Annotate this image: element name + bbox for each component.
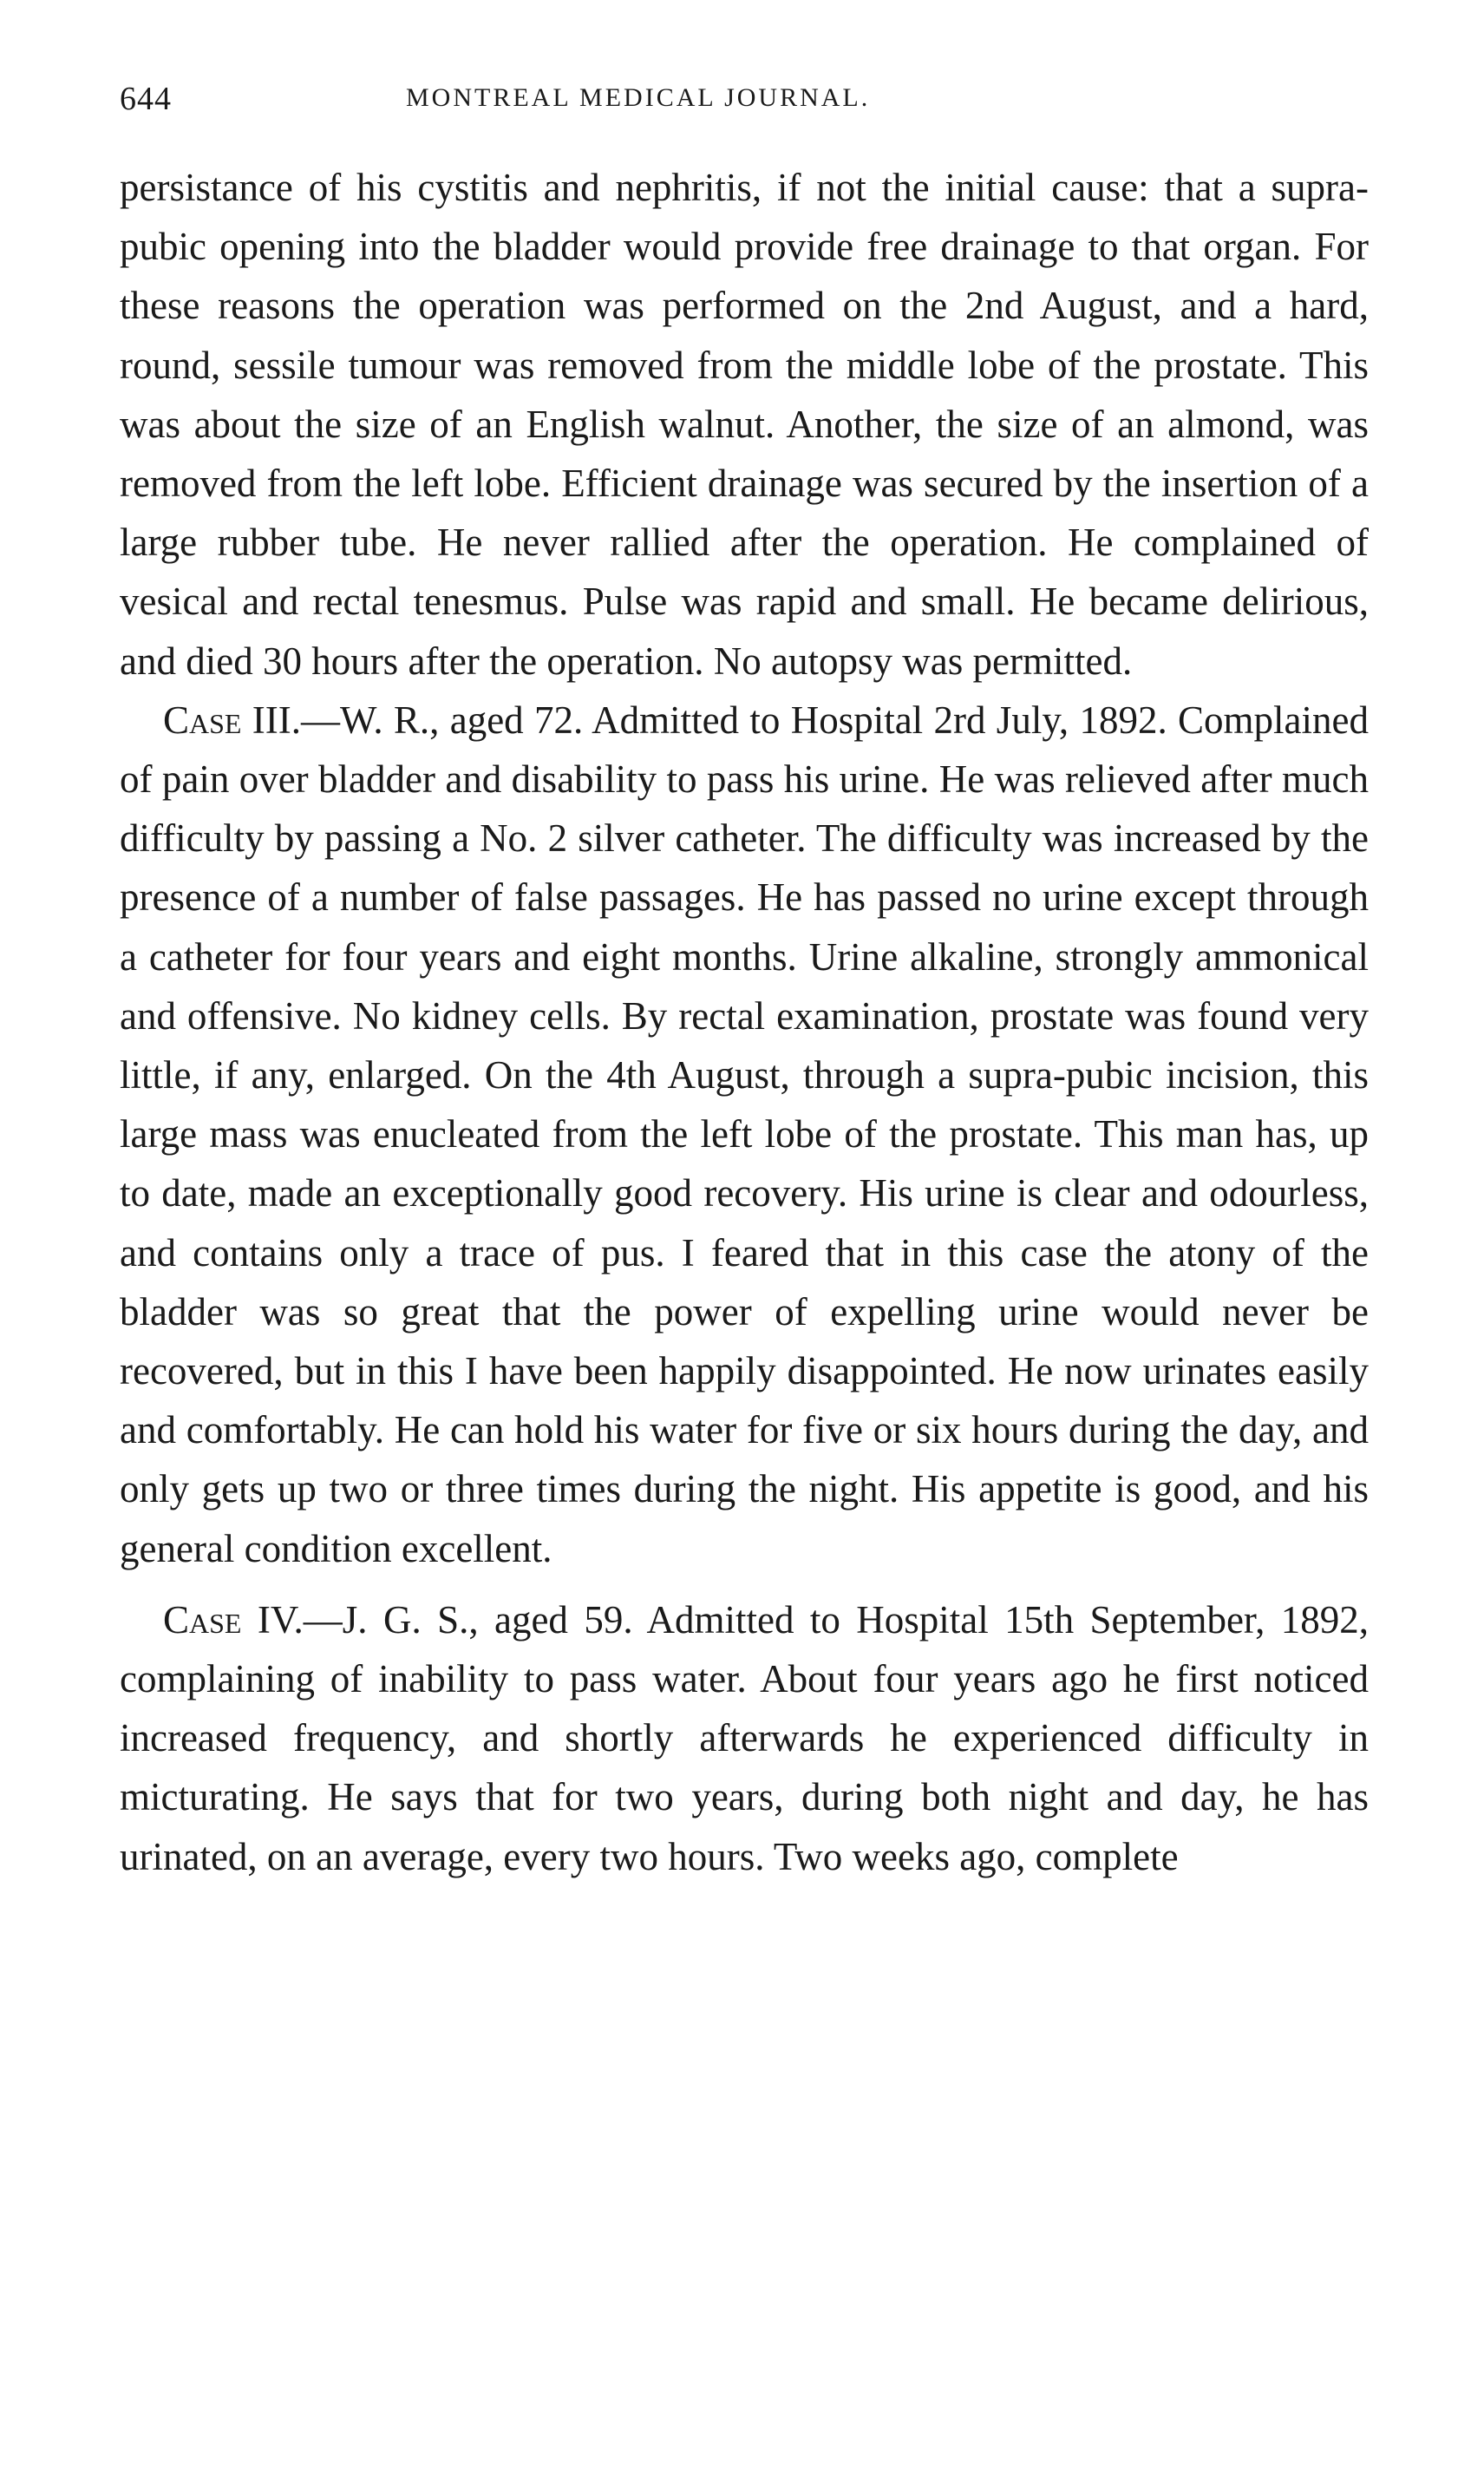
paragraph-text: persistance of his cystitis and nephritis, if not the initial cause: that a supra-pubic opening into the bladder would provide free drainage to that organ. For these reasons the operation was performed on the 2nd August, and a hard, round, sessile tumour was removed from the middle lobe of the prostate. This was about the size of an English walnut. Another, the size of an almond, was removed from the left lobe. Efficient drainage was secured by the insertion of a large rubber tube. He never rallied after the operation. He complained of vesical and rectal tenesmus. Pulse was rapid and small. He became delirious, and died 30 hours after the operation. No autopsy was permitted. — [120, 166, 1369, 683]
paragraph-text: —W. R., aged 72. Admitted to Hospital 2rd July, 1892. Complained of pain over bladder and disability to pass his urine. He was relieved after much difficulty by passing a No. 2 silver catheter. The difficulty was increased by the presence of a number of false passages. He has passed no urine except through a catheter for four years and eight months. Urine alkaline, strongly ammonical and offensive. No kidney cells. By rectal examination, prostate was found very little, if any, enlarged. On the 4th August, through a supra-pubic incision, this large mass was enucleated from the left lobe of the prostate. This man has, up to date, made an exceptionally good recovery. His urine is clear and odourless, and contains only a trace of pus. I feared that in this case the atony of the bladder was so great that the power of expelling urine would never be recovered, but in this I have been happily disappointed. He now urinates easily and comfortably. He can hold his water for five or six hours during the day, and only gets up two or three times during the night. His appetite is good, and his general condition excellent. — [120, 698, 1369, 1570]
paragraph-case-iv — [120, 1590, 1369, 1886]
case-heading: Case III. — [163, 698, 301, 742]
paragraph-text: —J. G. S., aged 59. Admitted to Hospital 15th September, 1892, complaining of inability to pass water. About four years ago he first noticed increased frequency, and shortly afterwards he experienced difficulty in micturating. He says that for two years, during both night and day, he has urinated, on an average, every two hours. Two weeks ago, complete — [120, 1597, 1369, 1878]
article-body — [120, 158, 1369, 1886]
paragraph-case-iii — [120, 691, 1369, 1578]
case-heading: Case IV. — [163, 1597, 304, 1642]
running-head — [120, 80, 1369, 132]
page-number: 644 — [120, 81, 172, 117]
paragraph-case-ii-continued — [120, 158, 1369, 691]
journal-title: MONTREAL MEDICAL JOURNAL. — [406, 83, 871, 112]
